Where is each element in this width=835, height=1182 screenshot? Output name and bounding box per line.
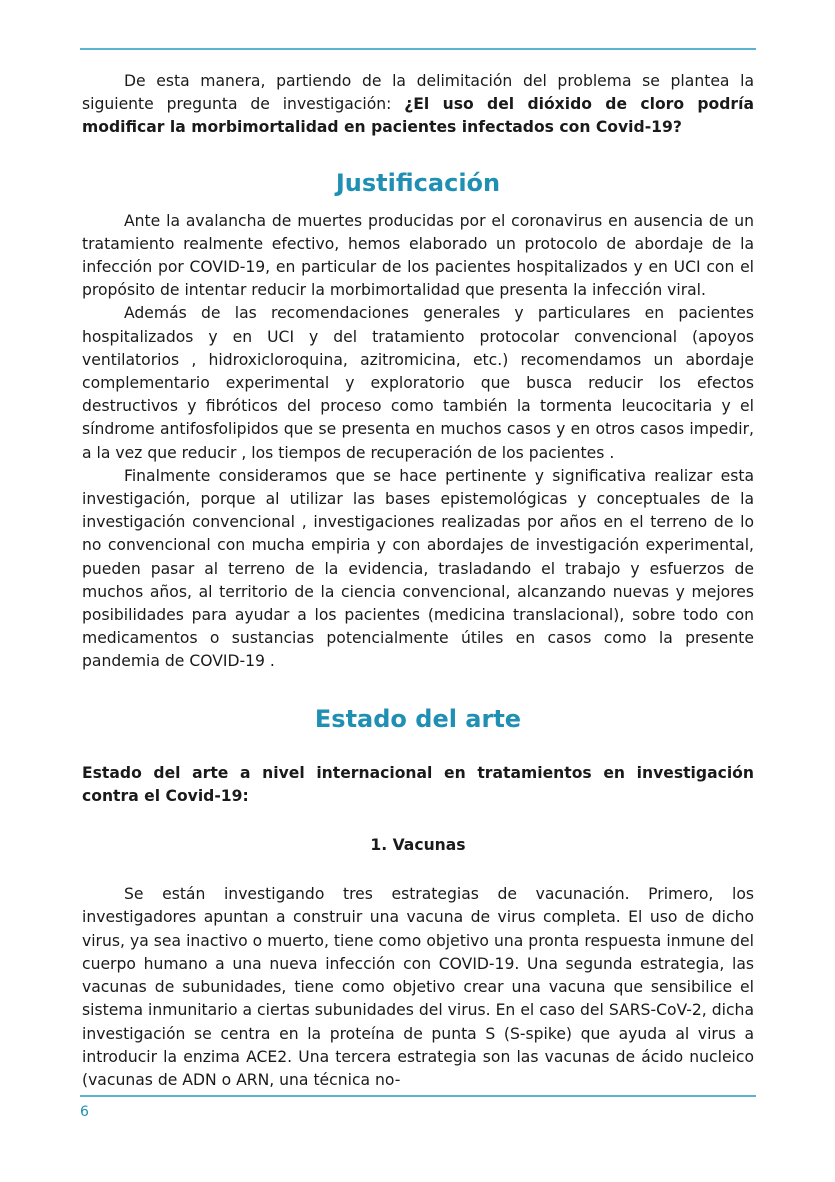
research-question: ¿El uso del dióxido de cloro podría modificar la morbimortalidad en pacientes infectados con Covid-19?	[82, 95, 754, 137]
section-heading-justificacion: Justificación	[335, 168, 501, 197]
page-content	[82, 70, 754, 1092]
intro-text: De esta manera, partiendo de la delimitación del problema se plantea la siguiente pregunta de investigación:	[82, 72, 754, 114]
justificacion-paragraph-3: Finalmente consideramos que se hace pertinente y significativa realizar esta investigación, porque al utilizar las bases epistemológicas y conceptuales de la investigación convencional , investigaciones realizadas por años en el terreno de lo no convencional con mucha empiria y con abordajes de investigación experimental, pueden pasar al terreno de la evidencia, trasladando el trabajo y esfuerzos de muchos años, al territorio de la ciencia convencional, alcanzando nuevas y mejores posibilidades para ayudar a los pacientes (medicina translacional), sobre todo con medicamentos o sustancias potencialmente útiles en casos como la presente pandemia de COVID-19 .	[82, 466, 754, 671]
estado-subheading: Estado del arte a nivel internacional en tratamientos en investigación contra el Covid-19:	[82, 763, 754, 805]
intro-paragraph	[82, 70, 754, 140]
vacunas-title: 1. Vacunas	[370, 836, 466, 855]
section-heading-estado-del-arte: Estado del arte	[314, 704, 522, 733]
header-rule	[80, 48, 756, 50]
vacunas-paragraph: Se están investigando tres estrategias de vacunación. Primero, los investigadores apuntan a construir una vacuna de virus completa. El uso de dicho virus, ya sea inactivo o muerto, tiene como objetivo una pronta respuesta inmune del cuerpo humano a una nueva infección con COVID-19. Una segunda estrategia, las vacunas de subunidades, tiene como objetivo crear una vacuna que sensibilice el sistema inmunitario a ciertas subunidades del virus. En el caso del SARS-CoV-2, dicha investigación se centra en la proteína de punta S (S-spike) que ayuda al virus a introducir la enzima ACE2. Una tercera estrategia son las vacunas de ácido nucleico (vacunas de ADN o ARN, una técnica no-	[82, 885, 754, 1089]
page-number: 6	[80, 1104, 89, 1120]
justificacion-paragraph-1: Ante la avalancha de muertes producidas por el coronavirus en ausencia de un tratamiento realmente efectivo, hemos elaborado un protocolo de abordaje de la infección por COVID-19, en particular de los pacientes hospitalizados y en UCI con el propósito de intentar reducir la morbimortalidad que presenta la infección viral.	[82, 211, 754, 300]
justificacion-paragraph-2: Además de las recomendaciones generales y particulares en pacientes hospitalizados y en UCI y del tratamiento protocolar convencional (apoyos ventilatorios , hidroxicloroquina, azitromicina, etc.) recomendamos un abordaje complementario experimental y exploratorio que busca reducir los efectos destructivos y fibróticos del proceso como también la tormenta leucocitaria y el síndrome antifosfolipidos que se presenta en muchos casos y en otros casos impedir, a la vez que reducir , los tiempos de recuperación de los pacientes .	[82, 304, 754, 462]
footer-rule	[80, 1095, 756, 1097]
